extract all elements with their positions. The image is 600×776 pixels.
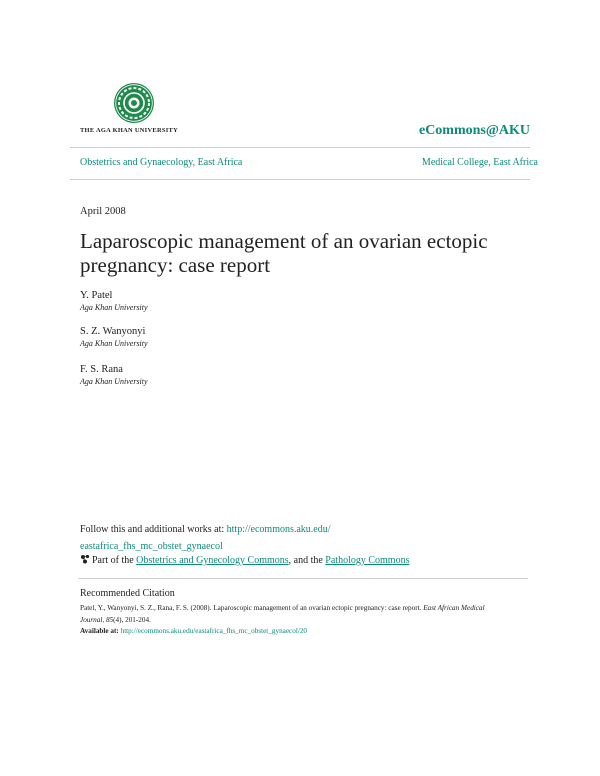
author-affiliation: Aga Khan University <box>80 339 148 348</box>
author-affiliation: Aga Khan University <box>80 377 148 386</box>
citation-main: Patel, Y., Wanyonyi, S. Z., Rana, F. S. (2008). Laparoscopic management of an ovarian ectopic pregnancy: case report. <box>80 604 424 612</box>
follow-prefix: Follow this and additional works at: <box>80 524 227 535</box>
university-name: THE AGA KHAN UNIVERSITY <box>80 127 178 134</box>
part-of-prefix: Part of the <box>92 555 137 566</box>
publication-date: April 2008 <box>80 206 126 217</box>
citation-url[interactable]: http://ecommons.aku.edu/eastafrica_fhs_mc_obstet_gynaecol/20 <box>120 627 308 635</box>
citation-text <box>80 603 510 638</box>
author-block <box>80 326 380 348</box>
author-name: F. S. Rana <box>80 364 123 375</box>
author-block <box>80 364 380 386</box>
part-of-commons <box>80 554 409 566</box>
recommended-citation-heading: Recommended Citation <box>80 588 175 599</box>
aku-emblem-icon <box>113 82 155 124</box>
citation-divider <box>78 578 528 579</box>
title-line-2: pregnancy: case report <box>80 253 271 277</box>
author-name: Y. Patel <box>80 290 113 301</box>
title-line-1: Laparoscopic management of an ovarian ectopic <box>80 229 488 253</box>
repository-link[interactable]: eCommons@AKU <box>418 123 530 138</box>
university-logo <box>80 82 190 138</box>
collection-url-line-1[interactable]: http://ecommons.aku.edu/ <box>226 524 331 535</box>
department-link-right[interactable]: Medical College, East Africa <box>421 157 538 168</box>
and-the-text: , and the <box>288 555 326 566</box>
network-icon <box>80 554 90 564</box>
citation-issue-pages: (4), 201-204. <box>113 615 151 624</box>
paper-title <box>80 229 510 277</box>
department-link-left[interactable]: Obstetrics and Gynaecology, East Africa <box>80 157 243 168</box>
available-at-label: Available at: <box>80 627 121 635</box>
header-divider-top <box>70 147 530 148</box>
author-block <box>80 290 380 312</box>
author-affiliation: Aga Khan University <box>80 303 148 312</box>
follow-works <box>80 521 500 555</box>
obgyn-commons-link[interactable]: Obstetrics and Gynecology Commons <box>136 555 289 566</box>
citation-journal: East African Medical Journal, 85 <box>80 604 485 624</box>
pathology-commons-link[interactable]: Pathology Commons <box>325 555 410 566</box>
header-divider-bottom <box>70 179 530 180</box>
collection-url-line-2[interactable]: eastafrica_fhs_mc_obstet_gynaecol <box>80 541 223 552</box>
author-name: S. Z. Wanyonyi <box>80 326 146 337</box>
